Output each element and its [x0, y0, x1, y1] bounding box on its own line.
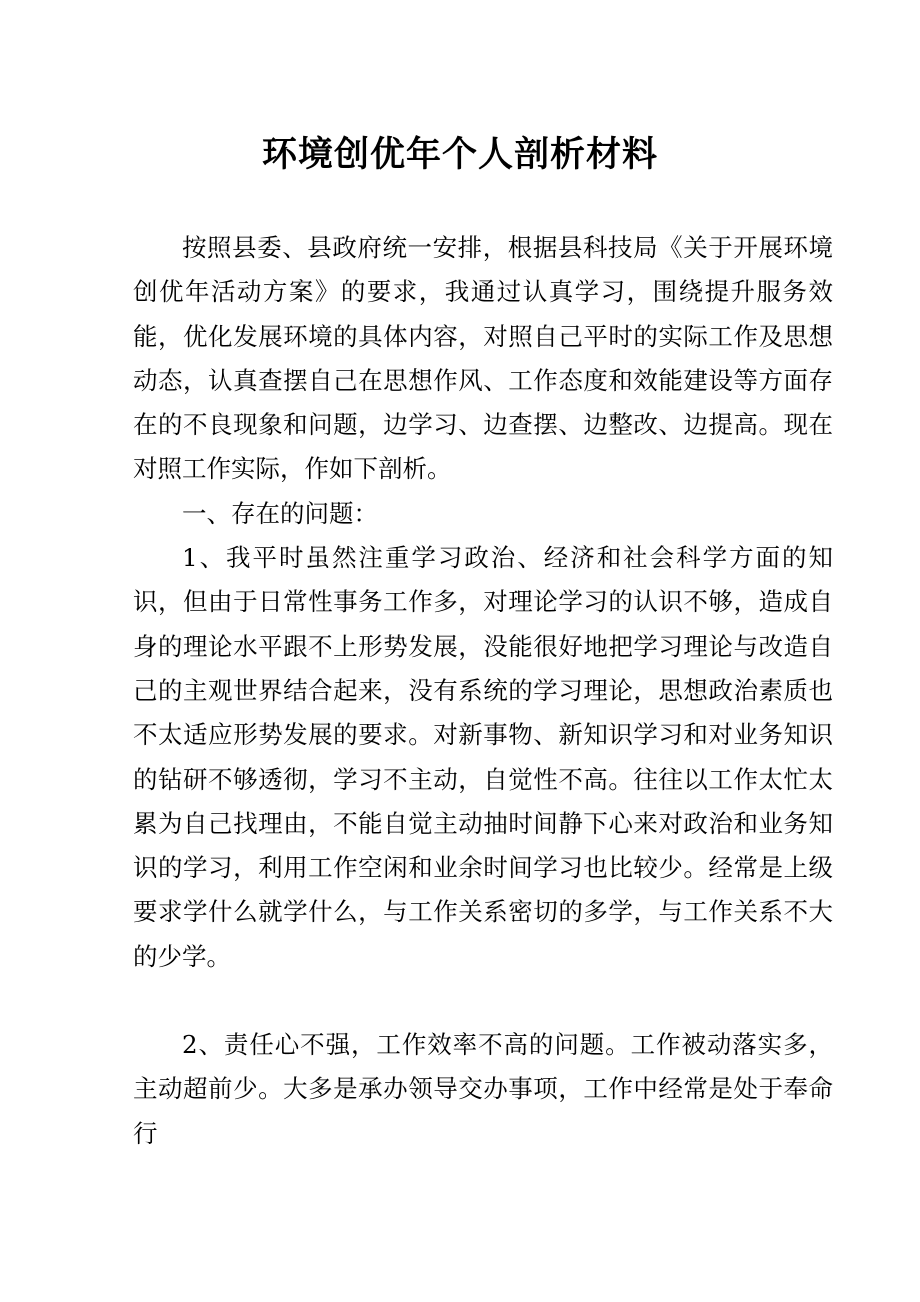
paragraph-intro: 按照县委、县政府统一安排，根据县科技局《关于开展环境创优年活动方案》的要求，我通过认真学习，围绕提升服务效能，优化发展环境的具体内容，对照自己平时的实际工作及思想动态，认真查摆自己在思想作风、工作态度和效能建设等方面存在的不良现象和问题，边学习、边查摆、边整改、边提高。现在对照工作实际，作如下剖析。	[133, 233, 833, 484]
paragraph-spacer	[133, 979, 833, 1023]
paragraph-item-2: 2、责任心不强，工作效率不高的问题。工作被动落实多，主动超前少。大多是承办领导交办事项，工作中经常是处于奉命行	[133, 1030, 833, 1148]
document-body	[133, 226, 833, 1156]
paragraph-item-1: 1、我平时虽然注重学习政治、经济和社会科学方面的知识，但由于日常性事务工作多，对理论学习的认识不够，造成自身的理论水平跟不上形势发展，没能很好地把学习理论与改造自己的主观世界结合起来，没有系统的学习理论，思想政治素质也不太适应形势发展的要求。对新事物、新知识学习和对业务知识的钻研不够透彻，学习不主动，自觉性不高。往往以工作太忙太累为自己找理由，不能自觉主动抽时间静下心来对政治和业务知识的学习，利用工作空闲和业余时间学习也比较少。经常是上级要求学什么就学什么，与工作关系密切的多学，与工作关系不大的少学。	[133, 543, 833, 971]
section-heading: 一、存在的问题：	[182, 498, 378, 528]
document-title: 环境创优年个人剖析材料	[261, 135, 658, 175]
